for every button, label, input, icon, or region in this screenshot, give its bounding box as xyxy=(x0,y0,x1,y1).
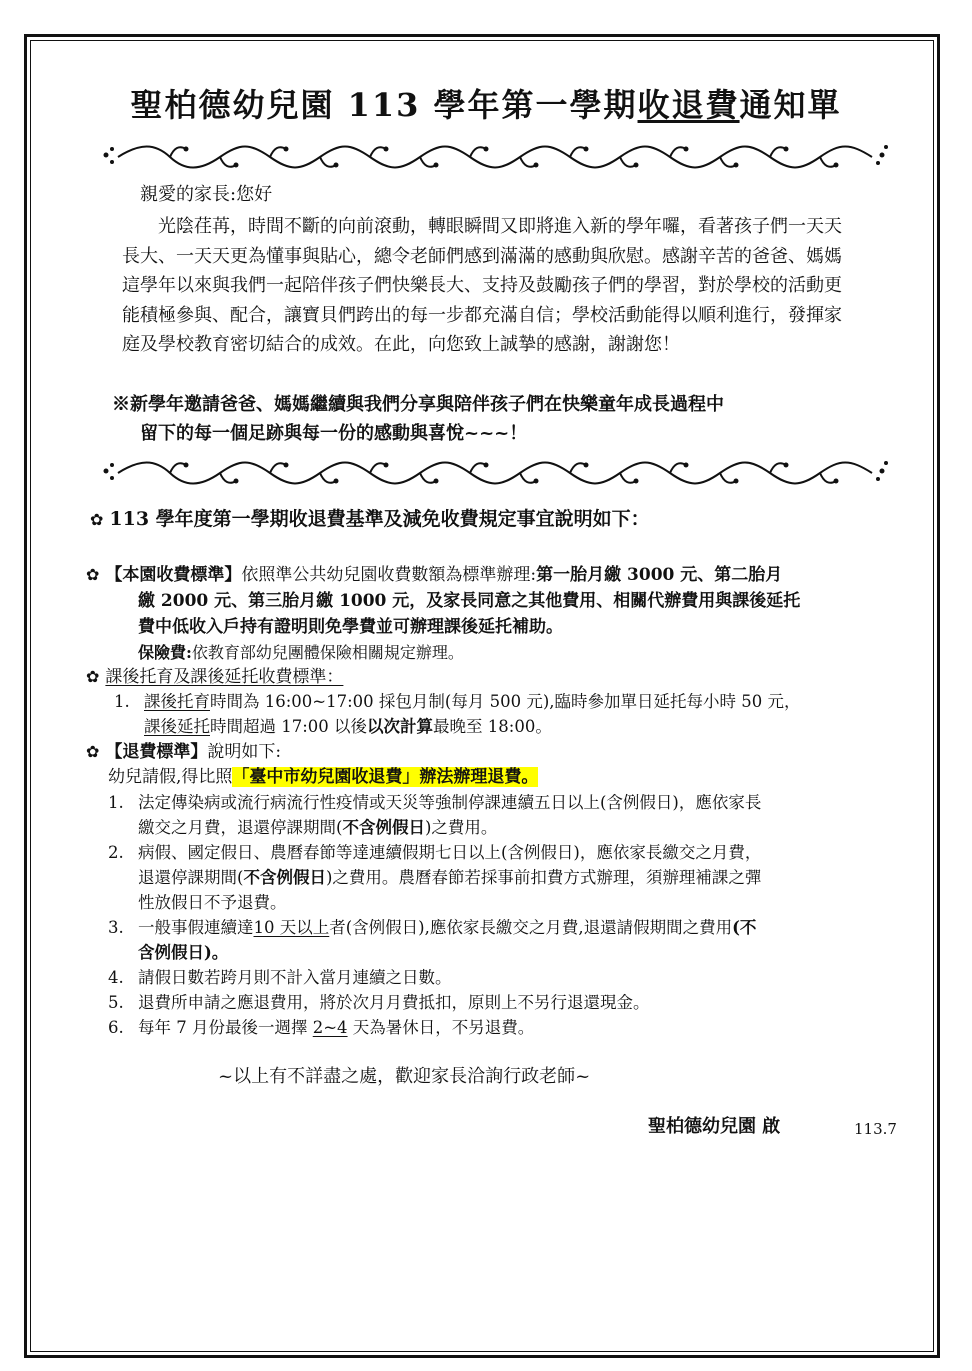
greeting: 親愛的家長:您好 xyxy=(140,184,273,205)
refund-item-2-line-3: 性放假日不予退費。 xyxy=(138,893,287,912)
refund-item-2-line-1: 病假、國定假日、農曆春節等達連續假期七日以上(含例假日)，應依家長繳交之月費， xyxy=(138,843,762,862)
extended-care-term: 課後延托 xyxy=(144,717,210,736)
refund-item-3-text-d: (不 xyxy=(732,918,757,937)
refund-item-1-text-c: )之費用。 xyxy=(424,818,498,837)
refund-item-1-line-2 xyxy=(138,815,497,841)
refund-item-2-text-c: )之費用。農曆春節若採事前扣費方式辦理，須辦理補課之彈 xyxy=(325,868,762,887)
invite-line-1: ※新學年邀請爸爸、媽媽繼續與我們分享與陪伴孩子們在快樂童年成長過程中 xyxy=(112,394,724,415)
insurance-line xyxy=(138,640,464,666)
refund-item-3-text-c: 者(含例假日),應依家長繳交之月費,退還請假期間之費用 xyxy=(329,918,733,937)
signature: 聖柏德幼兒園 啟 xyxy=(648,1116,781,1137)
item-number: 2. xyxy=(108,843,124,862)
fee-standard-bold: 第一胎月繳 3000 元、第二胎月 xyxy=(536,565,783,585)
after-school-heading-text: 課後托育及課後延托收費標準： xyxy=(105,667,344,687)
refund-intro-highlight: 「臺中市幼兒園收退費」辦法辦理退費。 xyxy=(232,767,539,787)
refund-item-3-text-b: 10 天以上 xyxy=(253,918,330,937)
flower-icon: ✿ xyxy=(90,510,104,529)
item-number: 1. xyxy=(108,793,124,812)
refund-intro-text: 幼兒請假,得比照 xyxy=(108,767,233,787)
closing-remark: ~以上有不詳盡之處，歡迎家長洽詢行政老師~ xyxy=(218,1066,591,1087)
refund-item-2-text-a: 退還停課期間( xyxy=(138,868,244,887)
after-school-text: 時間為 16:00~17:00 採包月制(每月 500 元),臨時參加單日延托每小時 50 元， xyxy=(210,692,801,711)
section-heading-text: 113 學年度第一學期收退費基準及減免收費規定事宜說明如下： xyxy=(109,508,650,530)
insurance-label: 保險費: xyxy=(138,643,192,662)
fee-standard-text: 依照準公共幼兒園收費數額為標準辦理: xyxy=(241,565,537,585)
refund-item-5-text: 退費所申請之應退費用，將於次月月費抵扣，原則上不另行退還現金。 xyxy=(138,993,650,1012)
refund-item-3-line-2 xyxy=(138,940,228,966)
refund-item-1 xyxy=(108,790,761,816)
section-heading xyxy=(90,506,650,533)
title-part3: 通知單 xyxy=(739,86,842,124)
refund-item-1-text-a: 繳交之月費，退還停課期間( xyxy=(138,818,343,837)
refund-item-6-text-b: 2~4 xyxy=(312,1018,348,1037)
item-number: 6. xyxy=(108,1018,124,1037)
title-part2: 收退費 xyxy=(637,86,740,124)
after-school-term: 課後托育 xyxy=(144,692,210,711)
fee-standard-line-2: 繳 2000 元、第三胎月繳 1000 元，及家長同意之其他費用、相關代辦費用與課後延托 xyxy=(138,591,801,611)
extended-care-text-c: 最晚至 18:00。 xyxy=(433,717,552,736)
flower-icon: ✿ xyxy=(86,667,100,686)
flower-icon: ✿ xyxy=(86,742,100,761)
refund-item-3 xyxy=(108,915,756,941)
refund-item-2-text-b: 不含例假日 xyxy=(243,868,326,887)
item-number: 4. xyxy=(108,968,124,987)
refund-item-3-line-2-end: )。 xyxy=(204,943,229,962)
refund-item-5 xyxy=(108,990,650,1016)
item-number: 1. xyxy=(114,692,130,711)
refund-item-3-line-2-bold: 含例假日 xyxy=(138,943,204,962)
refund-item-3-text-a: 一般事假連續達 xyxy=(138,918,254,937)
refund-heading xyxy=(86,739,281,765)
refund-item-6 xyxy=(108,1015,534,1041)
fee-standard-label: 【本園收費標準】 xyxy=(105,565,242,585)
refund-item-6-text-c: 天為暑休日，不另退費。 xyxy=(347,1018,535,1037)
title-part1: 聖柏德幼兒園 113 學年第一學期 xyxy=(130,86,638,124)
refund-label-suffix: 說明如下: xyxy=(207,742,282,762)
after-school-item-1 xyxy=(114,689,801,715)
refund-item-2 xyxy=(108,840,761,866)
invite-line-2: 留下的每一個足跡與每一份的感動與喜悅~~~！ xyxy=(140,423,528,444)
extended-care-text-b: 以次計算 xyxy=(367,717,434,736)
item-number: 3. xyxy=(108,918,124,937)
refund-intro xyxy=(108,764,538,790)
decorative-vine-divider xyxy=(100,133,892,179)
document-title xyxy=(0,80,972,126)
insurance-text: 依教育部幼兒團體保險相關規定辦理。 xyxy=(191,643,464,662)
refund-item-4-text: 請假日數若跨月則不計入當月連續之日數。 xyxy=(138,968,452,987)
after-school-heading xyxy=(86,664,343,690)
refund-item-1-text-b: 不含例假日 xyxy=(342,818,425,837)
decorative-vine-divider-2 xyxy=(100,449,892,495)
refund-item-1-line-1: 法定傳染病或流行病流行性疫情或天災等強制停課連續五日以上(含例假日)，應依家長 xyxy=(138,793,762,812)
refund-label: 【退費標準】 xyxy=(105,742,208,762)
after-school-item-1-line-2 xyxy=(144,714,552,740)
refund-item-6-text-a: 每年 7 月份最後一週擇 xyxy=(138,1018,313,1037)
date: 113.7 xyxy=(854,1120,897,1138)
extended-care-text-a: 時間超過 17:00 以後 xyxy=(210,717,368,736)
item-number: 5. xyxy=(108,993,124,1012)
refund-item-2-line-2 xyxy=(138,865,761,891)
flower-icon: ✿ xyxy=(86,565,100,584)
fee-standard-line-3: 費中低收入戶持有證明則免學費並可辦理課後延托補助。 xyxy=(138,617,563,637)
intro-paragraph: 光陰荏苒，時間不斷的向前滾動，轉眼瞬間又即將進入新的學年囉，看著孩子們一天天長大、一天天更為懂事與貼心，總令老師們感到滿滿的感動與欣慰。感謝辛苦的爸爸、媽媽這學年以來與我們一起陪伴孩子們快樂長大、支持及鼓勵孩子們的學習，對於學校的活動更能積極參與、配合，讓寶貝們跨出的每一步都充滿自信；學校活動能得以順利進行，發揮家庭及學校教育密切結合的成效。在此，向您致上誠摯的感謝，謝謝您！ xyxy=(122,216,842,356)
refund-item-4 xyxy=(108,965,452,991)
fee-standard-line-1 xyxy=(86,562,782,588)
